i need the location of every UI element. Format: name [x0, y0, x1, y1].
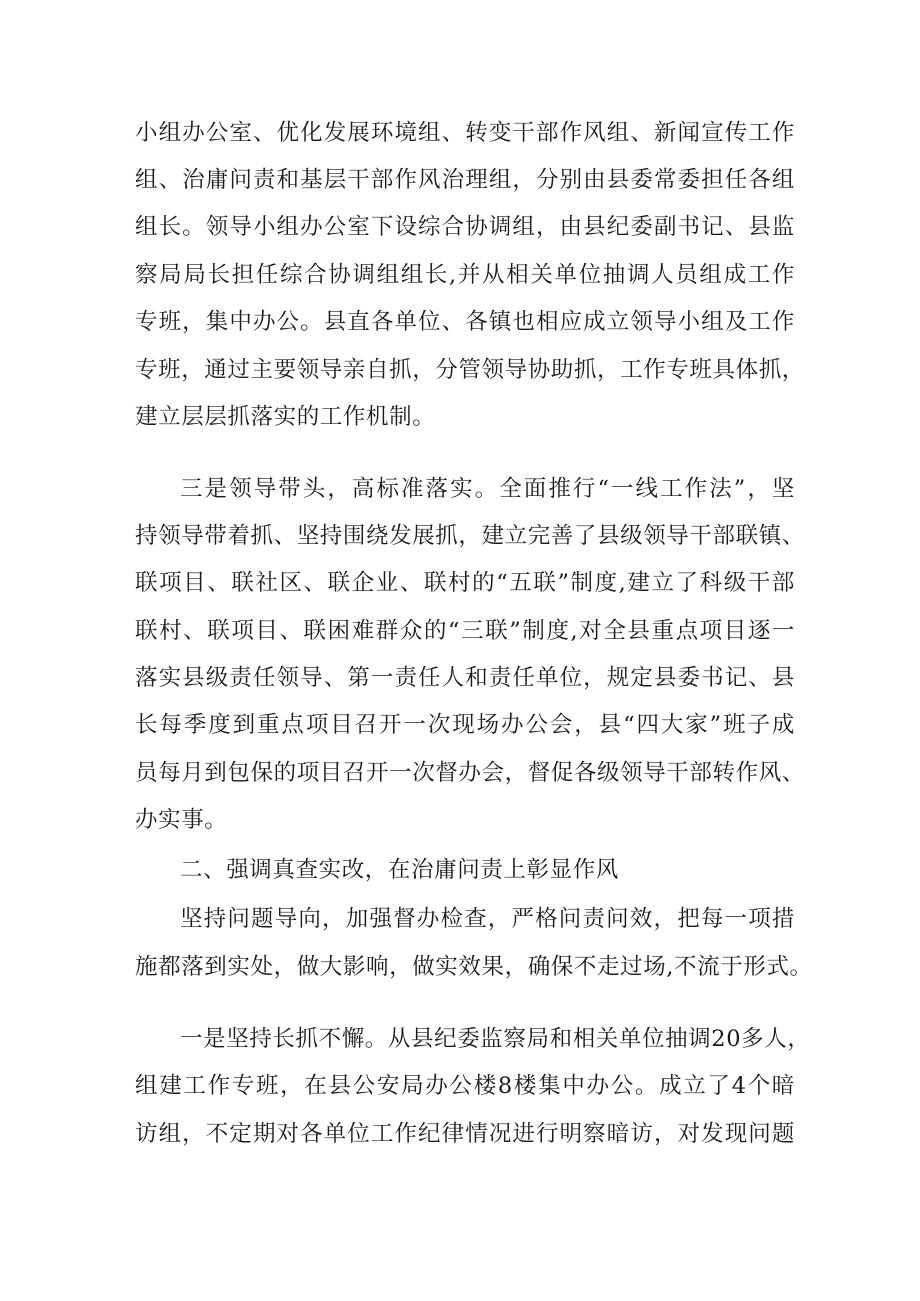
text-line: 专班，集中办公。县直各单位、各镇也相应成立领导小组及工作 — [135, 309, 795, 335]
text-line: 组建工作专班，在县公安局办公楼8楼集中办公。成立了4个暗 — [135, 1073, 795, 1099]
text-line: 联项目、联社区、联企业、联村的“五联”制度,建立了科级干部 — [135, 570, 795, 596]
text-line: 一是坚持长抓不懈。从县纪委监察局和相关单位抽调20多人， — [180, 1026, 811, 1052]
text-line: 长每季度到重点项目召开一次现场办公会，县“四大家”班子成 — [135, 712, 795, 738]
text-line: 联村、联项目、联困难群众的“三联”制度,对全县重点项目逐一 — [135, 618, 795, 644]
text-line: 施都落到实处，做大影响，做实效果，确保不走过场,不流于形式。 — [135, 954, 813, 980]
text-line: 落实县级责任领导、第一责任人和责任单位，规定县委书记、县 — [135, 665, 795, 691]
text-line: 三是领导带头，高标准落实。全面推行“一线工作法”，坚 — [180, 476, 795, 502]
text-line: 持领导带着抓、坚持围绕发展抓，建立完善了县级领导干部联镇、 — [135, 523, 805, 549]
text-line: 组、治庸问责和基层干部作风治理组，分别由县委常委担任各组 — [135, 167, 795, 193]
text-line: 察局局长担任综合协调组组长,并从相关单位抽调人员组成工作 — [135, 262, 795, 288]
text-line: 专班，通过主要领导亲自抓，分管领导协助抓，工作专班具体抓， — [135, 357, 805, 383]
text-line: 小组办公室、优化发展环境组、转变干部作风组、新闻宣传工作 — [135, 120, 795, 146]
text-line: 坚持问题导向，加强督办检查，严格问责问效，把每一项措 — [180, 906, 795, 932]
text-line: 建立层层抓落实的工作机制。 — [135, 404, 436, 430]
text-line: 组长。领导小组办公室下设综合协调组，由县纪委副书记、县监 — [135, 214, 795, 240]
text-line: 办实事。 — [135, 807, 228, 833]
section-heading: 二、强调真查实改，在治庸问责上彰显作风 — [180, 857, 619, 883]
text-line: 访组，不定期对各单位工作纪律情况进行明察暗访，对发现问题 — [135, 1121, 795, 1147]
text-line: 员每月到包保的项目召开一次督办会，督促各级领导干部转作风、 — [135, 760, 805, 786]
